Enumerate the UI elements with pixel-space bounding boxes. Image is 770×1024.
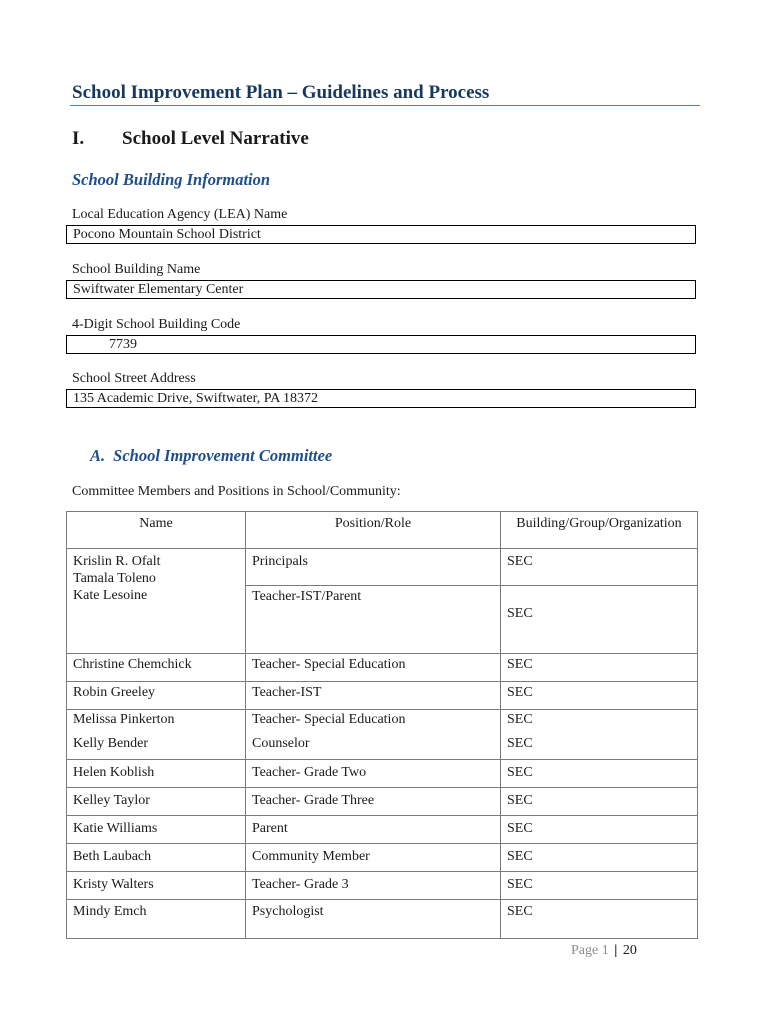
building-code-field[interactable]: 7739 <box>66 335 696 354</box>
member-organization: SEC <box>501 816 698 844</box>
member-name: Mindy Emch <box>67 900 246 939</box>
section-title: School Level Narrative <box>122 128 309 149</box>
page-footer <box>571 943 637 959</box>
member-organization: SEC <box>501 788 698 816</box>
table-row <box>67 710 698 760</box>
member-position: Counselor <box>252 736 310 751</box>
member-name-cell <box>67 549 246 654</box>
table-row <box>67 816 698 844</box>
member-position: Teacher- Special Education <box>246 654 501 682</box>
member-position: Psychologist <box>246 900 501 939</box>
member-organization: SEC <box>501 682 698 710</box>
column-header-position: Position/Role <box>246 512 501 549</box>
building-info-heading: School Building Information <box>72 170 271 189</box>
page-total: 20 <box>622 943 637 958</box>
member-name: Kelley Taylor <box>67 788 246 816</box>
member-name: Krislin R. Ofalt <box>73 554 161 569</box>
building-name-field[interactable]: Swiftwater Elementary Center <box>66 280 696 299</box>
member-name-cell <box>67 710 246 760</box>
table-row <box>67 682 698 710</box>
member-position: Teacher-IST <box>246 682 501 710</box>
page-separator: | <box>614 943 618 958</box>
street-address-field[interactable]: 135 Academic Drive, Swiftwater, PA 18372 <box>66 389 696 408</box>
table-row <box>67 654 698 682</box>
section-number: I. <box>72 128 85 149</box>
table-row <box>67 872 698 900</box>
table-row <box>67 760 698 788</box>
member-name: Helen Koblish <box>67 760 246 788</box>
column-header-name: Name <box>67 512 246 549</box>
table-row <box>67 549 698 586</box>
lea-field[interactable]: Pocono Mountain School District <box>66 225 696 244</box>
member-position: Teacher- Special Education <box>252 712 406 727</box>
member-name: Kristy Walters <box>67 872 246 900</box>
street-address-label: School Street Address <box>72 371 196 386</box>
member-position: Teacher- Grade 3 <box>246 872 501 900</box>
member-organization: SEC <box>507 736 533 751</box>
member-organization: SEC <box>501 844 698 872</box>
committee-intro: Committee Members and Positions in School/Community: <box>72 484 401 499</box>
member-organization: SEC <box>507 712 533 727</box>
member-position: Principals <box>246 549 501 586</box>
member-position-cell <box>246 710 501 760</box>
building-code-label: 4-Digit School Building Code <box>72 317 241 332</box>
member-organization: SEC <box>501 586 698 654</box>
member-position: Teacher-IST/Parent <box>246 586 501 654</box>
member-name: Robin Greeley <box>67 682 246 710</box>
member-organization: SEC <box>501 872 698 900</box>
member-organization: SEC <box>501 549 698 586</box>
building-name-label: School Building Name <box>72 262 201 277</box>
member-position: Teacher- Grade Two <box>246 760 501 788</box>
member-organization: SEC <box>501 760 698 788</box>
member-organization-cell <box>501 710 698 760</box>
committee-heading <box>90 446 332 466</box>
member-position: Teacher- Grade Three <box>246 788 501 816</box>
member-position: Parent <box>246 816 501 844</box>
table-row <box>67 900 698 939</box>
member-name: Tamala Toleno <box>73 571 156 586</box>
table-row <box>67 844 698 872</box>
member-name: Christine Chemchick <box>67 654 246 682</box>
member-organization: SEC <box>501 654 698 682</box>
member-name: Melissa Pinkerton <box>73 712 175 727</box>
title-underline <box>70 105 700 106</box>
document-title: School Improvement Plan – Guidelines and Process <box>72 82 490 103</box>
member-name: Kelly Bender <box>73 736 149 751</box>
table-row <box>67 788 698 816</box>
lea-label: Local Education Agency (LEA) Name <box>72 207 288 222</box>
member-name: Beth Laubach <box>67 844 246 872</box>
page-number-label: Page 1 <box>571 943 609 958</box>
committee-table <box>66 511 698 939</box>
committee-title: School Improvement Committee <box>113 446 333 465</box>
member-name: Kate Lesoine <box>73 588 148 603</box>
member-name: Katie Williams <box>67 816 246 844</box>
member-organization: SEC <box>501 900 698 939</box>
committee-letter: A. <box>90 446 106 465</box>
column-header-organization: Building/Group/Organization <box>501 512 698 549</box>
table-header-row <box>67 512 698 549</box>
member-position: Community Member <box>246 844 501 872</box>
